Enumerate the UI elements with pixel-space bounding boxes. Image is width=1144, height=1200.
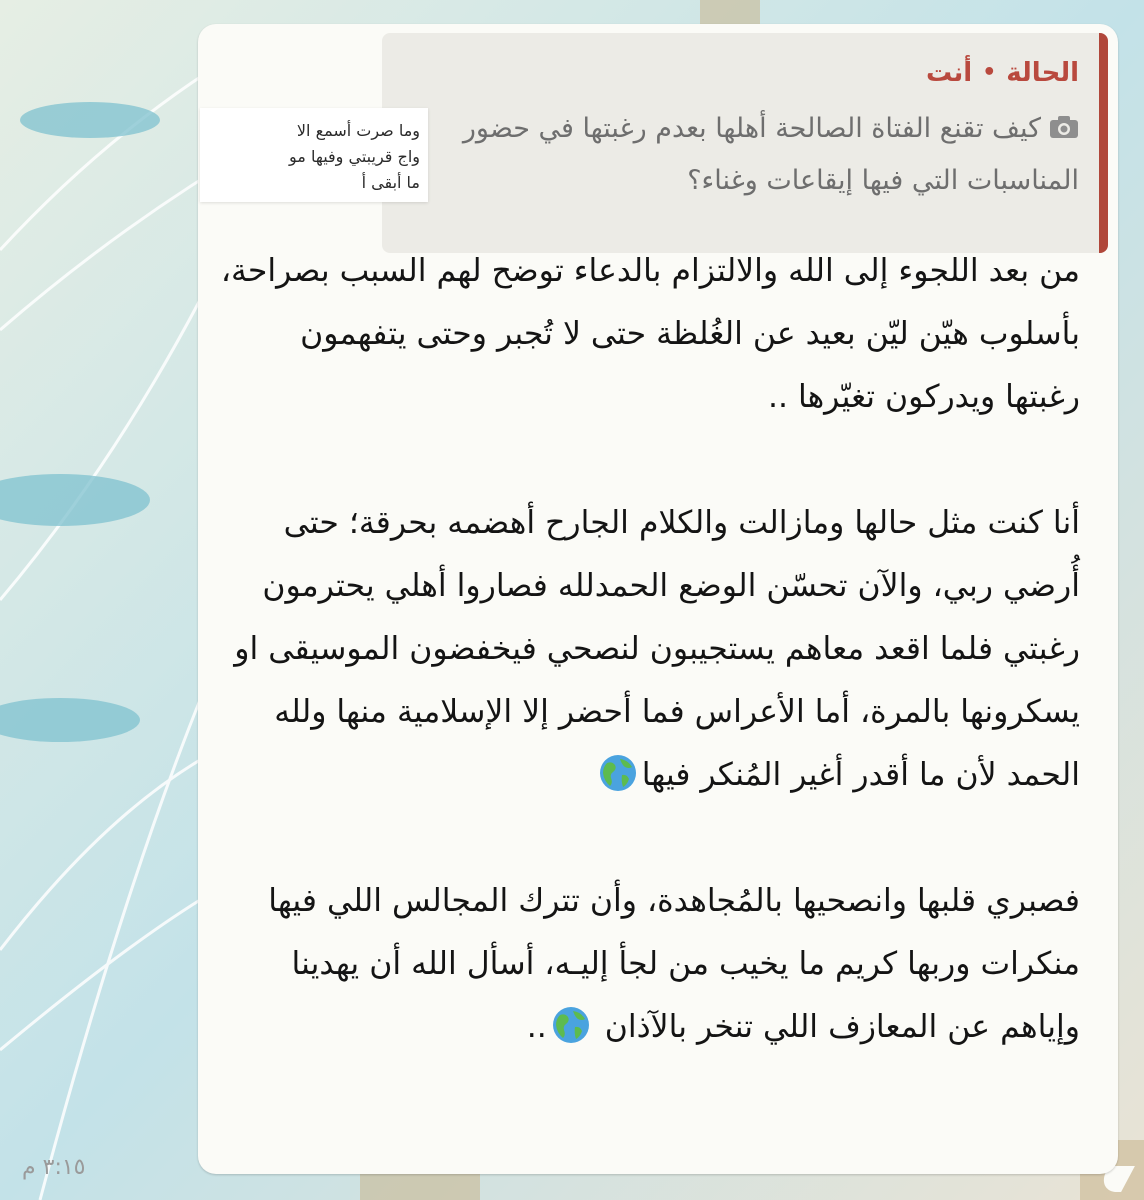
- adjacent-quote-line: ما أبقى أ: [361, 173, 420, 192]
- globe-americas-icon: [598, 753, 638, 793]
- paragraph-spacer: [220, 429, 1080, 492]
- adjacent-quote-line: واج قريبتي وفيها مو: [289, 147, 420, 166]
- globe-americas-icon: [551, 1005, 591, 1045]
- adjacent-quote-line: وما صرت أسمع الا: [296, 121, 420, 140]
- header-separator: •: [982, 60, 997, 85]
- adjacent-quote-preview[interactable]: [200, 108, 420, 216]
- message-paragraph-1: من بعد اللجوء إلى الله والالتزام بالدعاء توضح لهم السبب بصراحة، بأسلوب هيّن ليّن بعيد عن الغُلظة حتى لا تُجبر وحتى يتفهمون رغبتها ويدركون تغيّرها ..: [220, 253, 1080, 415]
- status-label: الحالة: [1006, 58, 1079, 88]
- quoted-status-reply[interactable]: [382, 33, 1108, 253]
- message-paragraph-2: [220, 492, 1080, 807]
- message-paragraph-3-text: فصبري قلبها وانصحيها بالمُجاهدة، وأن تترك المجالس اللي فيها منكرات وربها كريم ما يخيب من لجأ إليـه، أسأل الله أن يهدينا وإياهم عن المعازف اللي تنخر بالآذان: [268, 883, 1080, 1045]
- message-trailing-dots: ..: [526, 1009, 547, 1045]
- quote-header: [400, 51, 1079, 95]
- message-body: [220, 240, 1080, 1059]
- quoted-status-text: [400, 103, 1079, 207]
- status-author: أنت: [926, 58, 973, 88]
- message-paragraph-2-text: أنا كنت مثل حالها ومازالت والكلام الجارح أهضمه بحرقة؛ حتى أُرضي ربي، والآن تحسّن الوضع الحمدلله فصاروا أهلي يحترمون رغبتي فلما اقعد معاهم يستجيبون لنصحي فيخفضون الموسيقى او يسكرونها بالمرة، أما الأعراس فما أحضر إلا الإسلامية منها ولله الحمد لأن ما أقدر أغير المُنكر فيها: [234, 505, 1080, 793]
- camera-icon: [1049, 115, 1079, 139]
- paragraph-spacer: [220, 807, 1080, 870]
- message-timestamp: ٣:١٥ م: [22, 1155, 86, 1180]
- status-question: كيف تقنع الفتاة الصالحة أهلها بعدم رغبتها في حضور المناسبات التي فيها إيقاعات وغناء؟: [462, 113, 1079, 196]
- message-paragraph-3: [220, 870, 1080, 1059]
